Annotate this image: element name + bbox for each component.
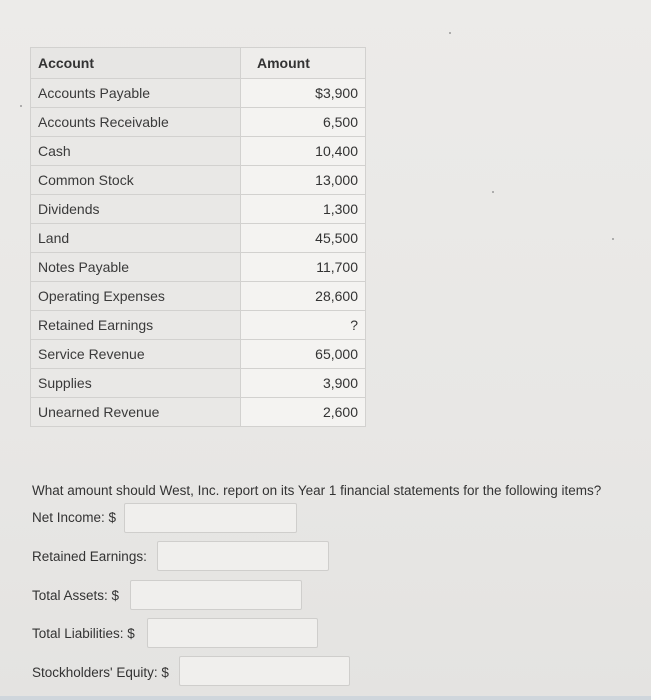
table-row <box>31 340 366 369</box>
table-row <box>31 311 366 340</box>
speck-mark <box>492 191 494 193</box>
account-amount: 6,500 <box>241 108 366 137</box>
account-name: Unearned Revenue <box>31 398 241 427</box>
stockholders-equity-label: Stockholders' Equity: $ <box>32 665 169 680</box>
table-row <box>31 224 366 253</box>
account-name: Accounts Payable <box>31 79 241 108</box>
account-amount: 10,400 <box>241 137 366 166</box>
account-name: Notes Payable <box>31 253 241 282</box>
speck-mark <box>20 105 22 107</box>
stockholders-equity-input[interactable] <box>179 656 350 686</box>
net-income-input[interactable] <box>124 503 297 533</box>
total-assets-label: Total Assets: $ <box>32 588 120 603</box>
table-row <box>31 253 366 282</box>
total-assets-input[interactable] <box>130 580 302 610</box>
account-column-header: Account <box>31 48 241 79</box>
account-name: Service Revenue <box>31 340 241 369</box>
account-name: Land <box>31 224 241 253</box>
account-name: Retained Earnings <box>31 311 241 340</box>
account-name: Supplies <box>31 369 241 398</box>
table-row <box>31 398 366 427</box>
amount-column-header: Amount <box>241 48 366 79</box>
table-row <box>31 195 366 224</box>
account-name: Cash <box>31 137 241 166</box>
retained-earnings-input[interactable] <box>157 541 329 571</box>
speck-mark <box>612 238 614 240</box>
table-row <box>31 108 366 137</box>
total-liabilities-label: Total Liabilities: $ <box>32 626 135 641</box>
retained-earnings-label: Retained Earnings: <box>32 549 147 564</box>
table-row <box>31 282 366 311</box>
account-amount: ? <box>241 311 366 340</box>
account-amount: $3,900 <box>241 79 366 108</box>
account-amount: 28,600 <box>241 282 366 311</box>
total-liabilities-input[interactable] <box>147 618 318 648</box>
account-name: Operating Expenses <box>31 282 241 311</box>
account-name: Accounts Receivable <box>31 108 241 137</box>
account-amount: 65,000 <box>241 340 366 369</box>
table-header-row <box>31 48 366 79</box>
account-balances-table <box>30 47 366 427</box>
bottom-edge-bar <box>0 696 651 700</box>
question-prompt: What amount should West, Inc. report on its Year 1 financial statements for the following items? <box>32 483 602 498</box>
account-amount: 1,300 <box>241 195 366 224</box>
account-name: Dividends <box>31 195 241 224</box>
table-row <box>31 166 366 195</box>
account-amount: 3,900 <box>241 369 366 398</box>
account-amount: 13,000 <box>241 166 366 195</box>
speck-mark <box>449 32 451 34</box>
account-amount: 45,500 <box>241 224 366 253</box>
table-row <box>31 79 366 108</box>
account-name: Common Stock <box>31 166 241 195</box>
account-amount: 2,600 <box>241 398 366 427</box>
table-row <box>31 137 366 166</box>
table-row <box>31 369 366 398</box>
account-amount: 11,700 <box>241 253 366 282</box>
net-income-label: Net Income: $ <box>32 510 117 525</box>
